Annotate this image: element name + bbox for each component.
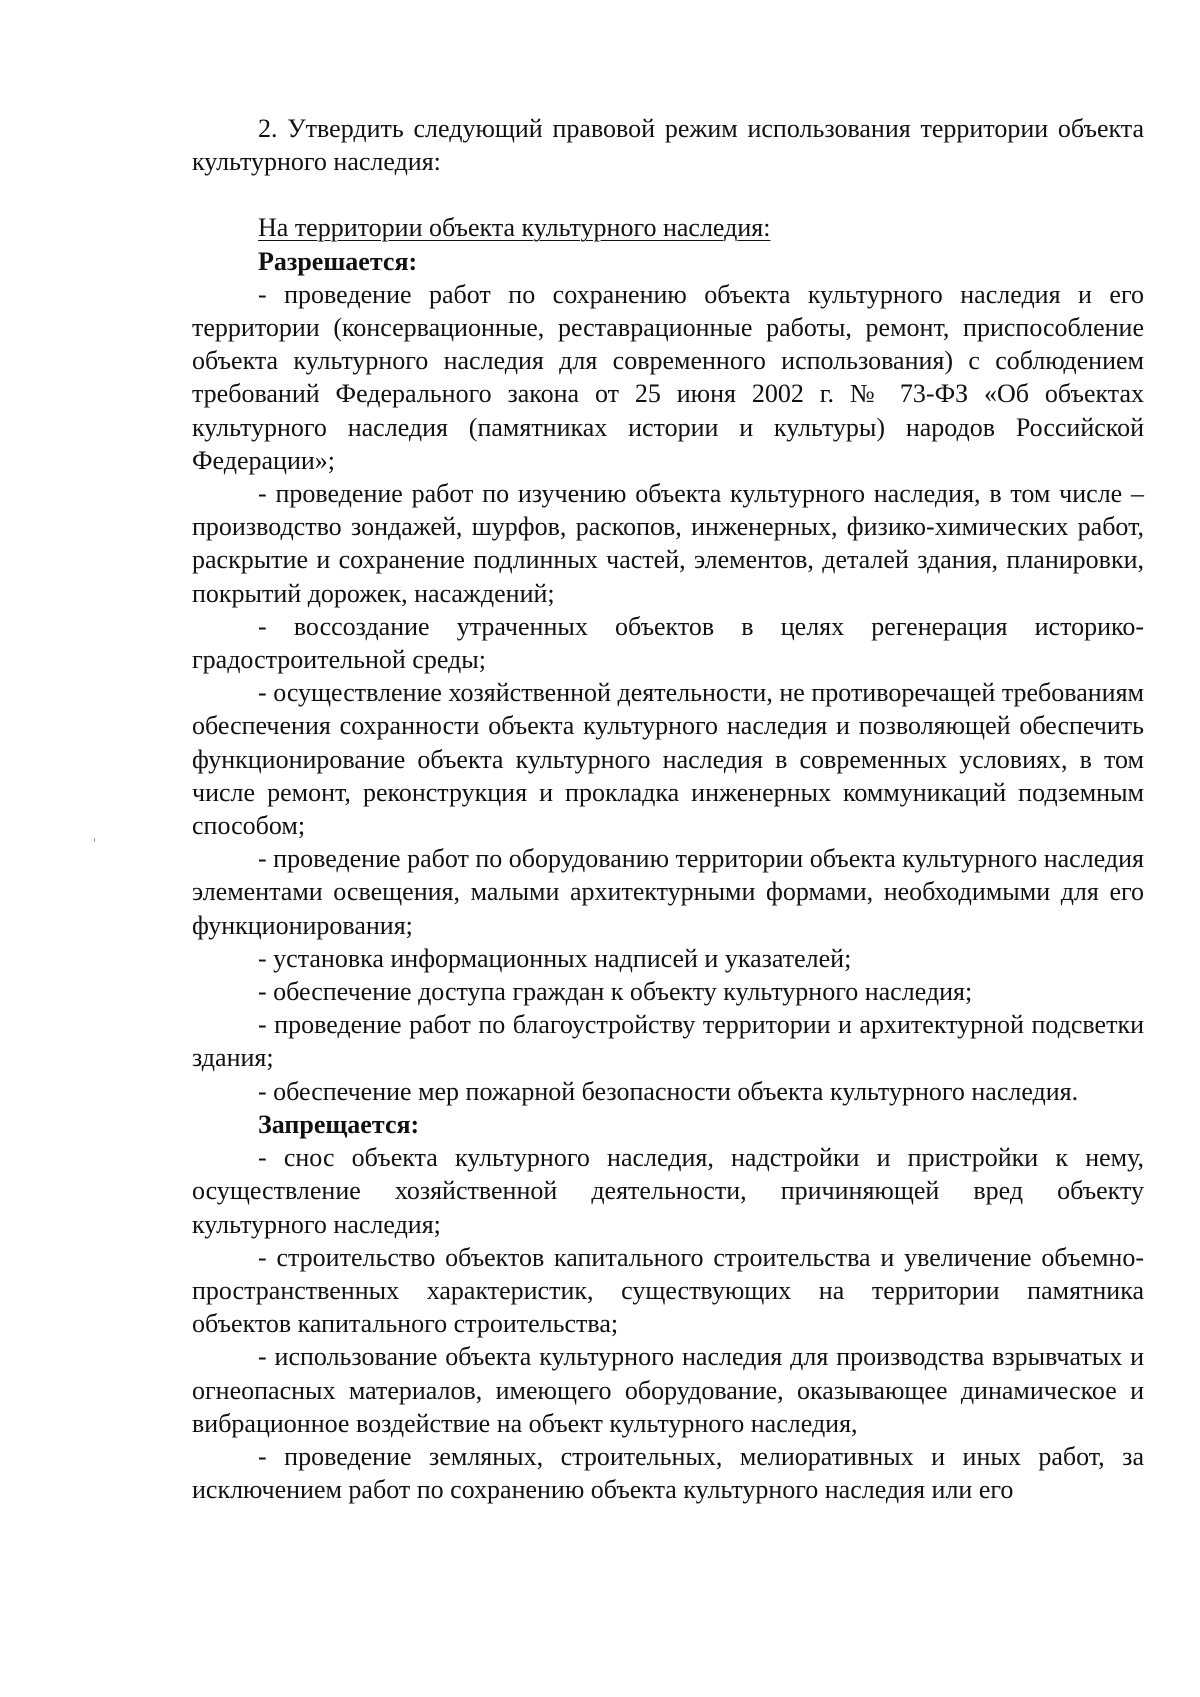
allowed-item: - проведение работ по благоустройству территории и архитектурной подсветки здания; bbox=[192, 1010, 1144, 1073]
scan-margin-mark bbox=[94, 838, 95, 842]
allowed-heading: Разрешается: bbox=[258, 246, 418, 276]
prohibited-item: - снос объекта культурного наследия, надстройки и пристройки к нему, осуществление хозяйственной деятельности, причиняющей вред объекту культурного наследия; bbox=[192, 1143, 1144, 1239]
prohibited-item: - использование объекта культурного наследия для производства взрывчатых и огнеопасных материалов, имеющего оборудование, оказывающее динамическое и вибрационное воздействие на объект культурного наследия, bbox=[192, 1342, 1144, 1438]
allowed-item: - осуществление хозяйственной деятельности, не противоречащей требованиям обеспечения сохранности объекта культурного наследия и позволяющей обеспечить функционирование объекта культурного наследия в современных условиях, в том числе ремонт, реконструкция и прокладка инженерных коммуникаций подземным способом; bbox=[192, 678, 1144, 841]
allowed-item: - обеспечение мер пожарной безопасности объекта культурного наследия. bbox=[258, 1076, 1079, 1106]
allowed-item: - установка информационных надписей и указателей; bbox=[258, 943, 852, 973]
prohibited-heading: Запрещается: bbox=[258, 1109, 420, 1139]
allowed-item: - воссоздание утраченных объектов в целях регенерация историко-градостроительной среды; bbox=[192, 611, 1144, 675]
allowed-item: - проведение работ по оборудованию территории объекта культурного наследия элементами освещения, малыми архитектурными формами, необходимыми для его функционирования; bbox=[192, 844, 1144, 940]
document-body bbox=[192, 112, 1144, 1506]
intro-paragraph: 2. Утвердить следующий правовой режим использования территории объекта культурного наследия: bbox=[192, 114, 1144, 177]
allowed-item: - проведение работ по сохранению объекта культурного наследия и его территории (консервационные, реставрационные работы, ремонт, приспособление объекта культурного наследия для современного использования) с соблюдением требований Федерального закона от 25 июня 2002 г. № 73-ФЗ «Об объектах культурного наследия (памятниках истории и культуры) народов Российской Федерации»; bbox=[192, 279, 1144, 475]
allowed-item: - проведение работ по изучению объекта культурного наследия, в том числе – производство зондажей, шурфов, раскопов, инженерных, физико-химических работ, раскрытие и сохранение подлинных частей, элементов, деталей здания, планировки, покрытий дорожек, насаждений; bbox=[192, 479, 1144, 608]
allowed-item: - обеспечение доступа граждан к объекту культурного наследия; bbox=[258, 977, 973, 1007]
prohibited-item: - строительство объектов капитального строительства и увеличение объемно-пространственных характеристик, существующих на территории памятника объектов капитального строительства; bbox=[192, 1242, 1144, 1339]
prohibited-item: - проведение земляных, строительных, мелиоративных и иных работ, за исключением работ по сохранению объекта культурного наследия или его bbox=[192, 1441, 1144, 1505]
territory-heading: На территории объекта культурного наследия: bbox=[258, 213, 771, 243]
